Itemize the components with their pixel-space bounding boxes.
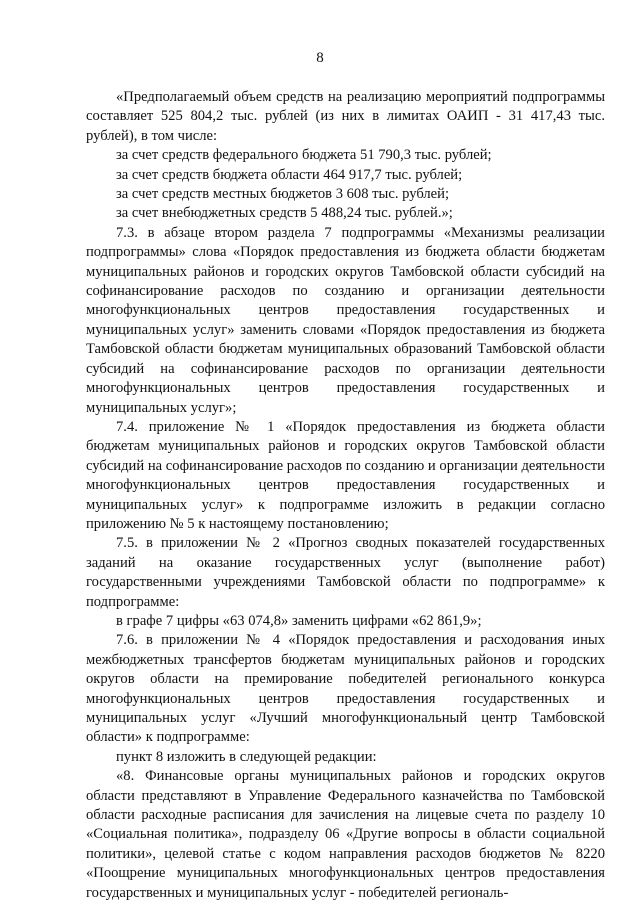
paragraph-point-8-text: «8. Финансовые органы муниципальных районов и городских округов области представляют в Управление Федерального казначейства по Тамбовской области расходные расписания для зачисления на лицевые счета по разделу 10 «Социальная политика», подразделу 06 «Другие вопросы в области социальной политики», целевой статье с кодом направления расходов бюджетов № 8220 «Поощрение муниципальных многофункциональных центров предоставления государственных и муниципальных услуг - победителей региональ- <box>86 768 605 901</box>
paragraph-item-7-3: 7.3. в абзаце втором раздела 7 подпрограммы «Механизмы реализации подпрограммы» слова «Порядок предоставления из бюджета области бюджетам муниципальных районов и городских округов Тамбовской области субсидий на софинансирование расходов по созданию и организации деятельности многофункциональных центров предоставления государственных и муниципальных услуг» заменить словами «Порядок предоставления из бюджета Тамбовской области бюджетам муниципальных образований Тамбовской области субсидий на софинансирование расходов по организации деятельности многофункциональных центров предоставления государственных и муниципальных услуг»; <box>86 224 605 416</box>
paragraph-local-budgets: за счет средств местных бюджетов 3 608 тыс. рублей; <box>116 186 450 203</box>
paragraph-item-7-4: 7.4. приложение № 1 «Порядок предоставления из бюджета области бюджетам муниципальных районов и городских округов Тамбовской области субсидий на софинансирование расходов по созданию и организации деятельности многофункциональных центров предоставления государственных и муниципальных услуг» к подпрограмме изложить в редакции согласно приложению № 5 к настоящему постановлению; <box>86 418 605 532</box>
paragraph-item-7-5: 7.5. в приложении № 2 «Прогноз сводных показателей государственных заданий на оказание государственных услуг (выполнение работ) государственными учреждениями Тамбовской области по подпрограмме» к подпрограмме: <box>86 535 605 610</box>
paragraph-regional-budget: за счет средств бюджета области 464 917,7 тыс. рублей; <box>116 166 463 183</box>
page-number: 8 <box>316 50 324 66</box>
paragraph-item-7-6: 7.6. в приложении № 4 «Порядок предоставления и расходования иных межбюджетных трансфертов бюджетам муниципальных районов и городских округов области на премирование победителей регионального конкурса многофункциональных центров предоставления государственных и муниципальных услуг «Лучший многофункциональный центр Тамбовской области» к подпрограмме: <box>86 632 605 746</box>
paragraph-column-7-replacement: в графе 7 цифры «63 074,8» заменить цифрами «62 861,9»; <box>116 612 482 629</box>
document-body <box>86 88 605 903</box>
paragraph-federal-budget: за счет средств федерального бюджета 51 790,3 тыс. рублей; <box>116 147 492 164</box>
paragraph-funding-total: «Предполагаемый объем средств на реализацию мероприятий подпрограммы составляет 525 804,2 тыс. рублей (из них в лимитах ОАИП - 31 417,43 тыс. рублей), в том числе: <box>86 89 605 144</box>
paragraph-point-8-intro: пункт 8 изложить в следующей редакции: <box>116 748 377 765</box>
paragraph-extrabudgetary: за счет внебюджетных средств 5 488,24 тыс. рублей.»; <box>116 205 453 222</box>
